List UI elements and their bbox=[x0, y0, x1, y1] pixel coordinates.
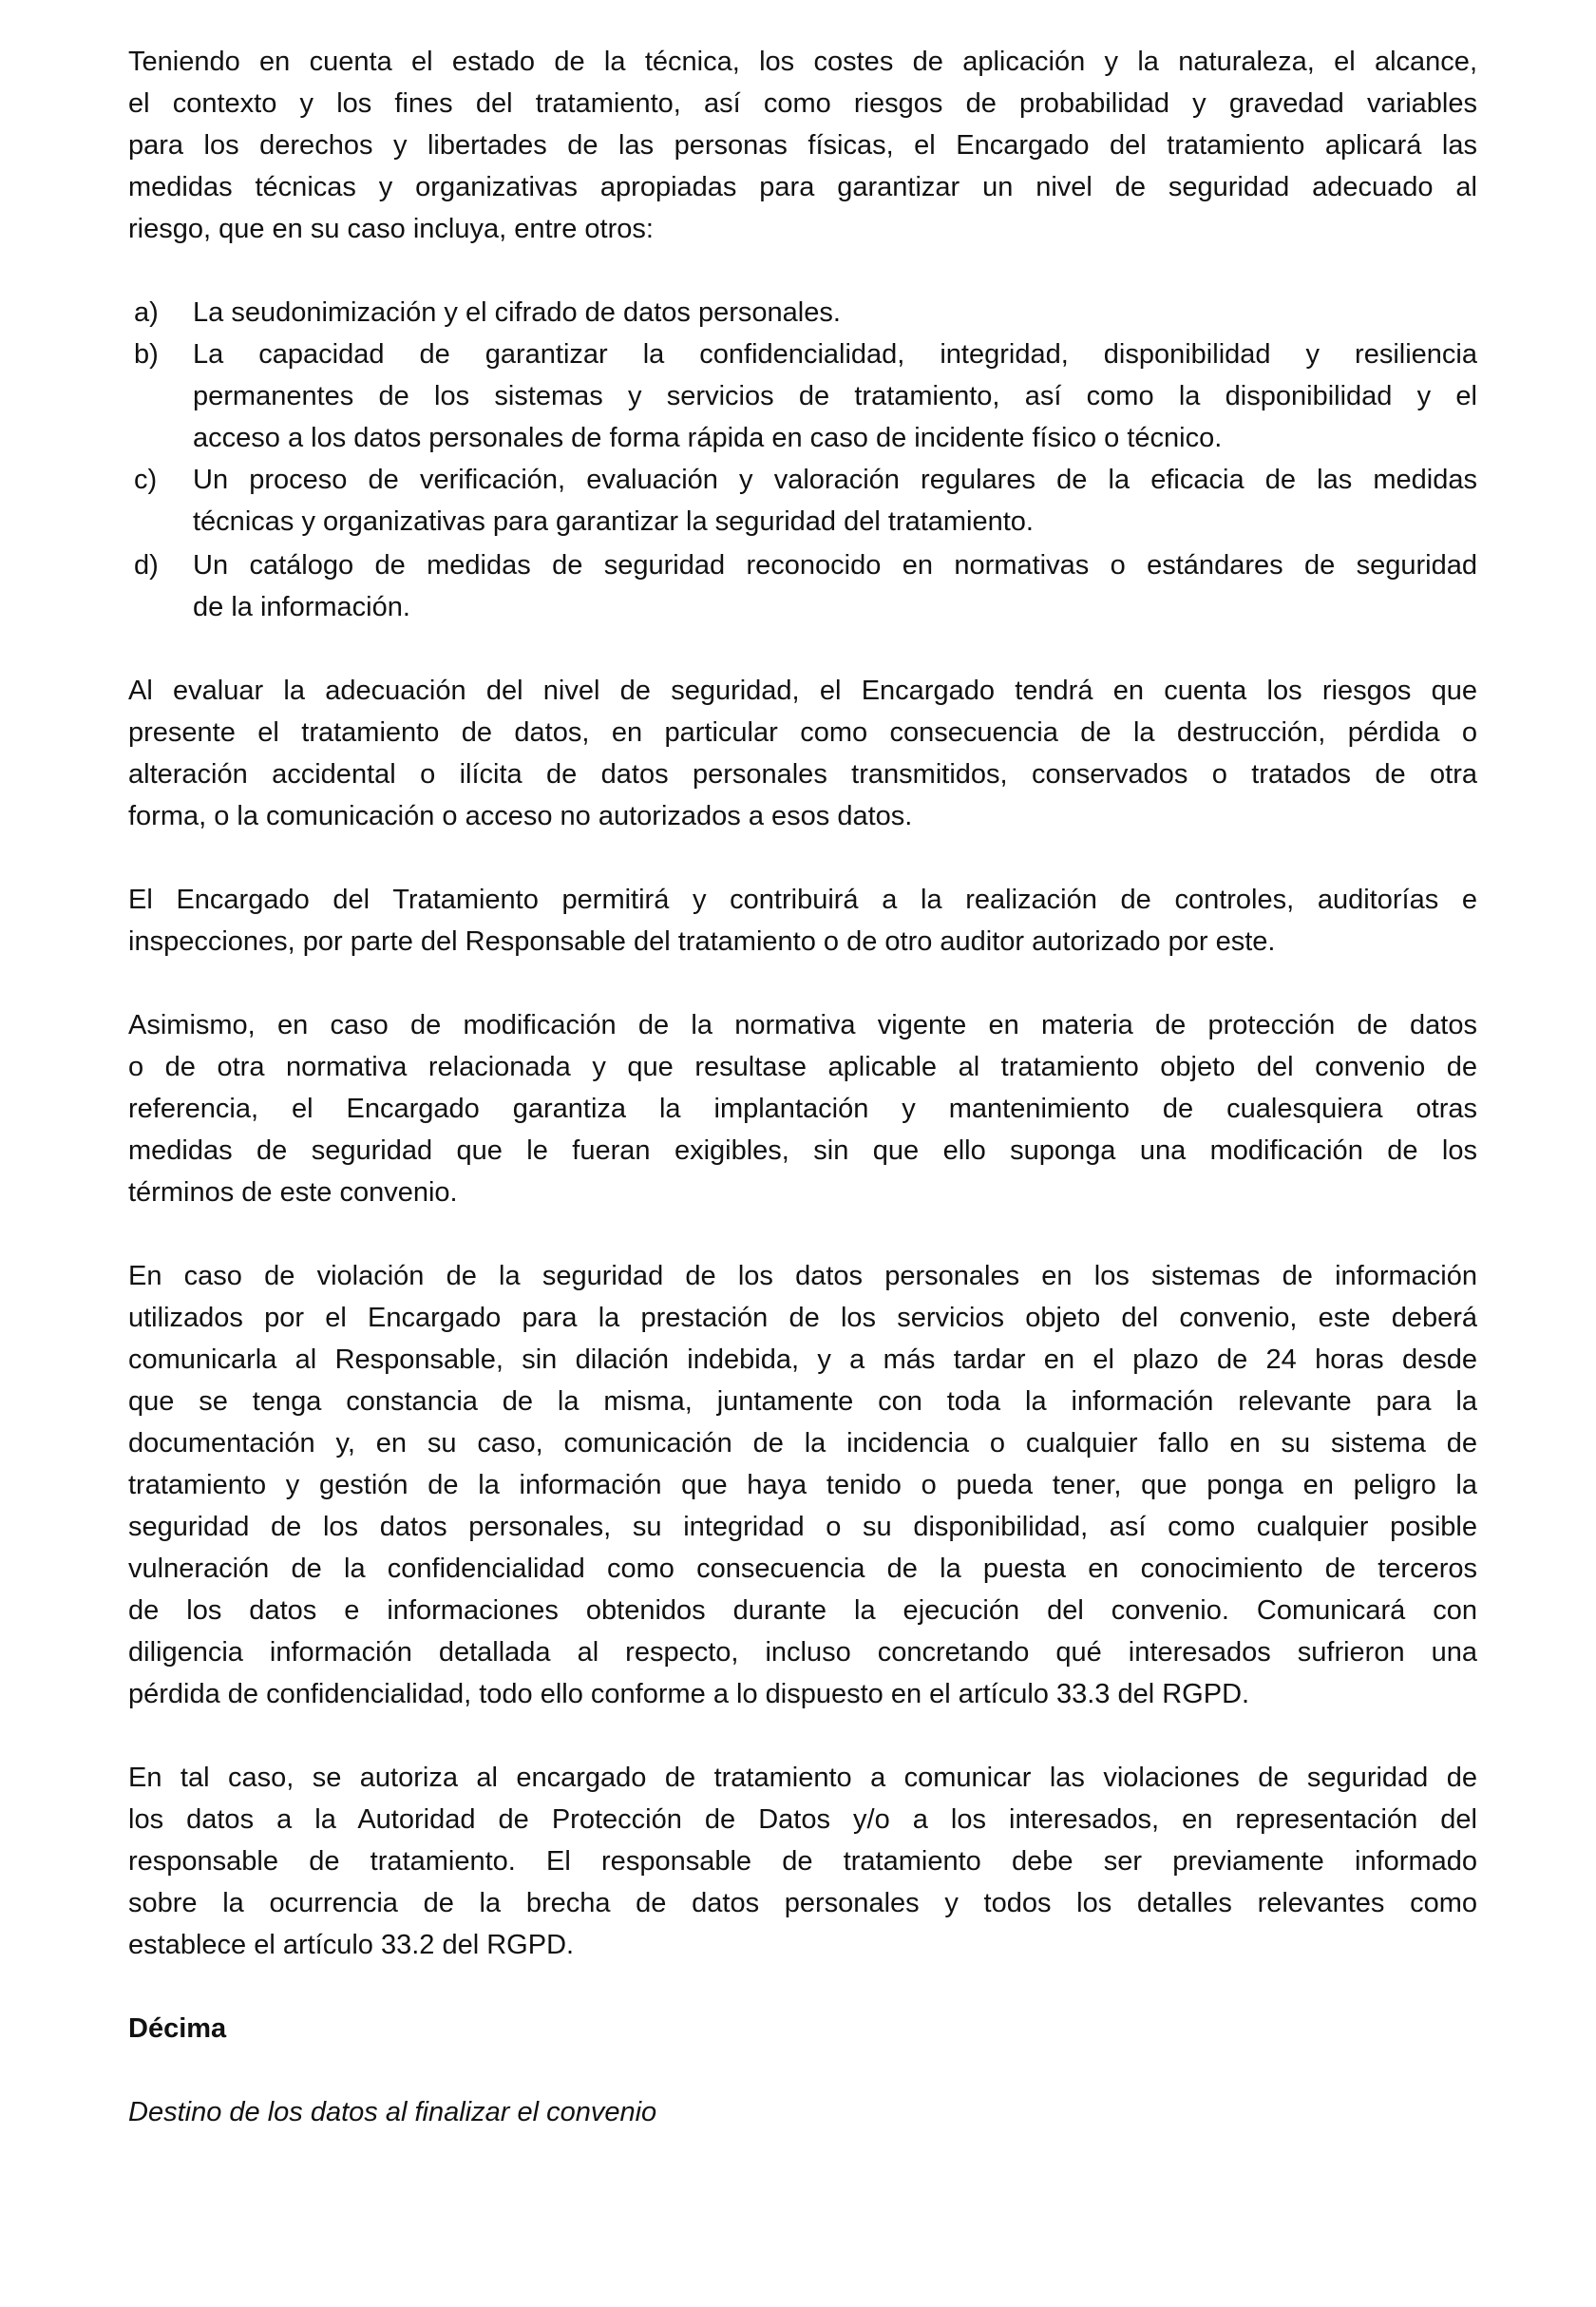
text-line: Un catálogo de medidas de seguridad reconocido en normativas o estándares de seguridad bbox=[193, 550, 1477, 581]
text-line: La capacidad de garantizar la confidencialidad, integridad, disponibilidad y resiliencia bbox=[193, 339, 1477, 370]
text-line: riesgo, que en su caso incluya, entre otros: bbox=[128, 214, 654, 244]
text-line: forma, o la comunicación o acceso no autorizados a esos datos. bbox=[128, 801, 913, 831]
text-line: Teniendo en cuenta el estado de la técnica, los costes de aplicación y la naturaleza, el alcance, bbox=[128, 47, 1477, 77]
text-line: referencia, el Encargado garantiza la implantación y mantenimiento de cualesquiera otras bbox=[128, 1094, 1477, 1124]
intro-section bbox=[128, 41, 1477, 250]
paragraph bbox=[128, 1004, 1477, 1213]
clause-subheading: Destino de los datos al finalizar el convenio bbox=[128, 2097, 657, 2127]
text-line: inspecciones, por parte del Responsable del tratamiento o de otro auditor autorizado por este. bbox=[128, 926, 1276, 957]
text-line: los datos a la Autoridad de Protección de Datos y/o a los interesados, en representación del bbox=[128, 1804, 1477, 1835]
document-page bbox=[128, 41, 1477, 2133]
text-line: El Encargado del Tratamiento permitirá y contribuirá a la realización de controles, auditorías e bbox=[128, 885, 1477, 915]
list-item bbox=[128, 292, 1477, 334]
paragraph bbox=[128, 879, 1477, 963]
text-line: diligencia información detallada al respecto, incluso concretando qué interesados sufrieron una bbox=[128, 1637, 1477, 1668]
text-line: permanentes de los sistemas y servicios de tratamiento, así como la disponibilidad y el bbox=[193, 381, 1477, 411]
text-line: establece el artículo 33.2 del RGPD. bbox=[128, 1930, 575, 1960]
list-marker: d) bbox=[134, 550, 159, 581]
paragraph bbox=[128, 670, 1477, 837]
paragraph bbox=[128, 1757, 1477, 1966]
text-line: medidas técnicas y organizativas apropiadas para garantizar un nivel de seguridad adecuado al bbox=[128, 172, 1477, 202]
body-section bbox=[128, 670, 1477, 1966]
clause-heading: Décima bbox=[128, 2013, 227, 2044]
text-line: La seudonimización y el cifrado de datos personales. bbox=[193, 297, 841, 328]
text-line: o de otra normativa relacionada y que resultase aplicable al tratamiento objeto del convenio de bbox=[128, 1052, 1477, 1082]
list-marker: a) bbox=[134, 297, 159, 328]
text-line: En caso de violación de la seguridad de los datos personales en los sistemas de información bbox=[128, 1261, 1477, 1291]
text-line: comunicarla al Responsable, sin dilación indebida, y a más tardar en el plazo de 24 horas desde bbox=[128, 1344, 1477, 1375]
text-line: de la información. bbox=[193, 592, 410, 622]
security-measures-list bbox=[128, 292, 1477, 628]
list-item bbox=[128, 544, 1477, 628]
text-line: documentación y, en su caso, comunicación de la incidencia o cualquier fallo en su sistema de bbox=[128, 1428, 1477, 1459]
list-marker: b) bbox=[134, 339, 159, 370]
text-line: alteración accidental o ilícita de datos personales transmitidos, conservados o tratados de otra bbox=[128, 759, 1477, 790]
paragraph bbox=[128, 41, 1477, 250]
text-line: técnicas y organizativas para garantizar la seguridad del tratamiento. bbox=[193, 506, 1034, 537]
text-line: Asimismo, en caso de modificación de la normativa vigente en materia de protección de datos bbox=[128, 1010, 1477, 1040]
text-line: pérdida de confidencialidad, todo ello conforme a lo dispuesto en el artículo 33.3 del RGPD. bbox=[128, 1679, 1250, 1709]
text-line: para los derechos y libertades de las personas físicas, el Encargado del tratamiento aplicará las bbox=[128, 130, 1477, 161]
text-line: medidas de seguridad que le fueran exigibles, sin que ello suponga una modificación de los bbox=[128, 1135, 1477, 1166]
text-line: términos de este convenio. bbox=[128, 1177, 458, 1208]
text-line: acceso a los datos personales de forma rápida en caso de incidente físico o técnico. bbox=[193, 423, 1223, 453]
text-line: el contexto y los fines del tratamiento, así como riesgos de probabilidad y gravedad variables bbox=[128, 88, 1477, 119]
text-line: utilizados por el Encargado para la prestación de los servicios objeto del convenio, este deberá bbox=[128, 1303, 1477, 1333]
text-line: presente el tratamiento de datos, en particular como consecuencia de la destrucción, pérdida o bbox=[128, 717, 1477, 748]
text-line: de los datos e informaciones obtenidos durante la ejecución del convenio. Comunicará con bbox=[128, 1595, 1477, 1626]
text-line: vulneración de la confidencialidad como consecuencia de la puesta en conocimiento de terceros bbox=[128, 1554, 1477, 1584]
list-marker: c) bbox=[134, 465, 158, 495]
text-line: responsable de tratamiento. El responsable de tratamiento debe ser previamente informado bbox=[128, 1846, 1477, 1877]
paragraph bbox=[128, 1255, 1477, 1715]
list-item bbox=[128, 459, 1477, 543]
text-line: que se tenga constancia de la misma, juntamente con toda la información relevante para la bbox=[128, 1386, 1477, 1417]
text-line: tratamiento y gestión de la información que haya tenido o pueda tener, que ponga en peligro la bbox=[128, 1470, 1477, 1500]
text-line: Un proceso de verificación, evaluación y valoración regulares de la eficacia de las medidas bbox=[193, 465, 1477, 495]
text-line: sobre la ocurrencia de la brecha de datos personales y todos los detalles relevantes como bbox=[128, 1888, 1477, 1918]
text-line: En tal caso, se autoriza al encargado de tratamiento a comunicar las violaciones de seguridad de bbox=[128, 1763, 1477, 1793]
text-line: Al evaluar la adecuación del nivel de seguridad, el Encargado tendrá en cuenta los riesgos que bbox=[128, 676, 1477, 706]
list-item bbox=[128, 334, 1477, 459]
text-line: seguridad de los datos personales, su integridad o su disponibilidad, así como cualquier posible bbox=[128, 1512, 1477, 1542]
